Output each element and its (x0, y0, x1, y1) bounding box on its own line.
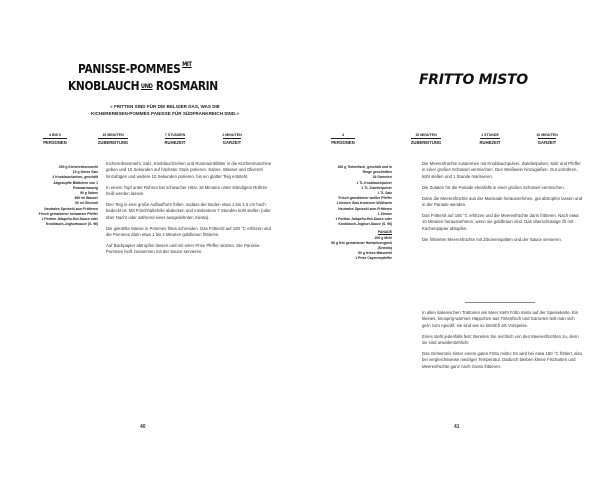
ingredient-item: Knoblauch-Joghurtsauce (S. 96) (46, 222, 98, 227)
stat-prep-time: 15 MINUTEN ZUBEREITUNG (410, 133, 442, 145)
stat-prep-time: 15 MINUTEN ZUBEREITUNG (97, 133, 129, 145)
ingredient-item: 50 g feines Maismehl (358, 251, 392, 256)
instruction-step: Die gekühlte Masse in Pommes frites schneiden. Das Frittieröl auf 180 °C erhitzen und die Pommes darin etwa 1 bis 2 Minuten goldbraun frittieren. (106, 225, 271, 238)
stat-cook-time: 10 MINUTEN GARZEIT (536, 133, 558, 145)
ingredient-item: Knoblauch-Joghurt-Sauce (S. 96) (338, 222, 392, 227)
ingredient-item: 1 TL Salz (377, 191, 392, 196)
ingredient-item: 15 g feines Salz (72, 170, 98, 175)
note-paragraph: In allen italienischen Trattorien am Meer steht Fritto misto auf der Speisekarte. Ein kleines, knusprig-warmes Häppchen aus Tintenfisch und Garnelen teilt man sich gern zum Aperitif, sie sind wie so köstlich als Vorspeise. (422, 310, 579, 328)
ingredient-item: (Semola) (377, 246, 392, 251)
ingredient-item: Abgezupfte Blättchen von 1 (53, 180, 98, 185)
ingredient-item: 50 ml Olivenöl (75, 201, 98, 206)
ingredient-item: 400 g Tintenfisch, geschält und in (337, 165, 392, 169)
instruction-list (106, 161, 272, 260)
ingredient-item: 90 g Sahne (80, 191, 98, 196)
page-number: 41 (454, 424, 460, 430)
instruction-step: Kichererbsenmehl, Salz, Knoblauchzehen und Rosmarinblätter in die Küchenmaschine geben und 15 Sekunden auf höchster Stufe pürieren. Sahne, Wasser und Olivenöl hinzufügen und weitere 10 Sekunden pürieren, bis ein glatter Teig entsteht. (106, 161, 272, 179)
ingredient-group-panade (306, 230, 392, 261)
ingredient-item: 1 Portion Jalapeño-Hot-Sauce oder (41, 217, 98, 222)
ingredient-item: Rosmarinzweig (73, 185, 98, 190)
ingredient-group-main (306, 165, 392, 227)
panade-heading: PANADE (377, 230, 392, 235)
ingredient-item: 50 g fein gemahlener Hartweizengrieß (331, 240, 392, 245)
ingredient-item: Ringe geschnitten (362, 170, 392, 175)
ingredient-item: 1 Prise Cayennepfeffer (355, 256, 392, 261)
stat-cook-time: 2 MINUTEN GARZEIT (222, 133, 242, 145)
ingredient-item: 16 Garnelen (372, 175, 392, 180)
ingredient-item: Neutrales Speiseöl zum Frittieren (44, 206, 98, 211)
note-paragraph: Das Geheimnis hinter einem guten Fritto misto: Es wird bei etwa 150 °C frittiert, also bei vergleichsweise niedriger Temperatur. Dadurch bleiben kleine Fischarten und Meeresfrüchte ganz nach Gusto frittieren. (422, 351, 583, 369)
ingredient-item: 1 TL Zwiebelpulver (361, 185, 392, 190)
stat-rest-time: 7 STUNDEN RUHEZEIT (164, 133, 186, 145)
ingredient-item: 1 kleines Glas trockener Weißwein (336, 201, 392, 206)
recipe-notes (422, 310, 584, 375)
instruction-step: In einem Topf unter Rühren bei schwacher Hitze 15 Minuten unter ständigem Rühren heiß werden lassen. (106, 184, 268, 197)
instruction-step: Das Frittieröl auf 150 °C erhitzen und die Meeresfrüchte darin frittieren. Nach etwa 10 Minuten herausnehmen, wenn sie goldbraun sind. Das überschüssige Öl mit Küchenpapier abtupfen. (422, 212, 579, 231)
ingredient-item: 250 g Kichererbsenmehl (58, 165, 98, 169)
title-connector-mit: MIT (182, 61, 192, 68)
ingredient-item: 200 g Mehl (374, 235, 392, 240)
ingredient-item: 600 ml Wasser (74, 196, 98, 201)
page-number: 40 (140, 424, 146, 430)
instruction-step: Auf Backpapier abtropfen lassen und mit einer Prise Pfeffer würzen. Die Panisse-Pommes heiß zusammen mit der Sauce servieren. (106, 243, 261, 255)
stat-servings: 4 PERSONEN (331, 133, 355, 145)
instruction-step: Dann die Meeresfrüchte aus der Marinade herausnehmen, gut abtropfen lassen und in der Panade wenden. (422, 195, 583, 208)
instruction-step: Die Meeresfrüchte zusammen mit Knoblauchpulver, Zwiebelpulver, Salz und Pfeffer in einer großen Schüssel vermischen. Den Weißwein hinzugießen. Gut umrühren, kühl stellen und 1 Stunde marinieren. (422, 161, 581, 179)
instruction-step: Die Zutaten für die Panade ebenfalls in einer großen Schüssel vermischen. (422, 184, 565, 190)
ingredient-item: Neutrales Speiseöl zum Frittieren (338, 206, 392, 211)
recipe-title-line-2: KNOBLAUCH UND ROSMARIN (68, 78, 218, 93)
instruction-list (422, 161, 584, 248)
right-page (300, 0, 600, 478)
instruction-step: Die frittierten Meeresfrüchte mit Zitronenspalten und der Sauce servieren. (422, 236, 562, 242)
recipe-title-line-1: PANISSE-POMMES MIT (78, 61, 192, 76)
ingredient-item: 4 Knoblauchzehen, geschält (52, 175, 98, 180)
ingredient-item: Frisch gemahlener schwarzer Pfeffer (38, 211, 98, 216)
ingredient-item: 1 Zitrone (377, 211, 392, 216)
ingredient-list (306, 165, 392, 265)
section-divider (465, 302, 535, 303)
ingredient-item: 1 TL Knoblauchpulver (356, 180, 392, 185)
title-connector-und: UND (140, 83, 153, 90)
note-paragraph: Eines steht jedenfalls fest: Bereiten Sie reichlich von den Meeresfrüchten zu, denn sie sind unwiderstehlich! (422, 333, 579, 346)
instruction-step: Den Teig in eine große Auflaufform füllen, sodass der Boden etwa 1 bis 1,5 cm hoch bedeckt ist. Mit Frischhaltefolie abdecken und mindestens 7 Stunden kühl stellen (oder über Nacht oder während einer ausgedehnten Siesta). (106, 202, 271, 220)
ingredient-item: 1 Portion Jalapeño-Hot-Sauce oder (335, 217, 392, 222)
recipe-intro: » FRITTEN SIND FÜR DIE BELGIER DAS, WAS DIE KICHERERBSEN-POMMES PANISSE FÜR SÜDFRANKREICH SIND.« (91, 104, 239, 116)
recipe-title: FRITTO MISTO (419, 72, 528, 88)
stat-rest-time: 1 STUNDE RUHEZEIT (479, 133, 501, 145)
ingredient-item: Frisch gemahlener weißer Pfeffer (338, 196, 392, 201)
stat-servings: 4 BIS 6 PERSONEN (43, 133, 67, 145)
ingredient-list (18, 165, 98, 227)
